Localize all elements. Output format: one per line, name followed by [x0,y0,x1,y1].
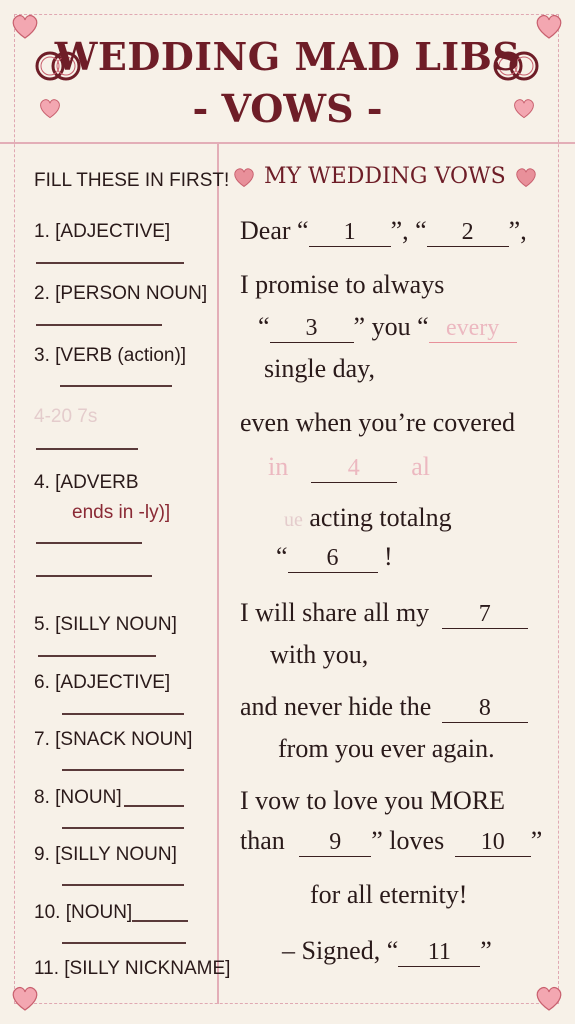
blank-4[interactable]: 4 [311,456,397,483]
blank-3[interactable]: 3 [270,316,354,343]
vow-text: – Signed, “ [282,936,399,965]
heart-icon [232,166,256,188]
answer-line[interactable] [124,805,184,807]
vow-text: al [411,452,430,481]
vow-line: for all eternity! [310,880,468,909]
vow-line [240,692,528,723]
answer-line[interactable] [36,262,184,264]
answer-line[interactable] [62,827,184,829]
list-item: 9. [SILLY NOUN] [34,844,177,865]
vow-line [240,826,542,857]
vow-text: ” loves [371,826,445,855]
answer-line[interactable] [62,769,184,771]
list-item: 3. [VERB (action)] [34,345,187,366]
vow-text: “ [276,542,288,571]
blank-11[interactable]: 11 [398,940,480,967]
list-item: 4. [ADVERB [34,472,139,493]
blank-7[interactable]: 7 [442,602,528,629]
vow-line: single day, [264,354,375,383]
vow-line [258,312,517,343]
vow-line-signed [282,936,492,967]
list-item-continued: ends in -ly)] [72,502,171,523]
answer-line[interactable] [36,324,162,326]
vow-line-dear [240,216,527,247]
vow-line: with you, [270,640,369,669]
left-header: FILL THESE IN FIRST! [34,170,230,191]
answer-line[interactable] [36,575,152,577]
vows-header [232,164,542,189]
answer-line[interactable] [132,920,188,922]
answer-line[interactable] [62,884,184,886]
vow-line [268,452,430,483]
blank-2[interactable]: 2 [427,220,509,247]
page-title: WEDDING MAD LIBS [54,34,521,79]
vow-text: and never hide the [240,692,432,721]
heart-icon [10,984,40,1012]
faded-text: 4-20 7s [34,406,98,427]
vow-text: ” [480,936,492,965]
vow-text: acting totalng [309,503,452,532]
blank-6[interactable]: 6 [288,546,378,573]
vow-text: ! [384,542,393,571]
vow-text: ”, [508,216,527,245]
vow-line [240,598,528,629]
blank-10[interactable]: 10 [455,830,531,857]
vow-text: ” [530,826,543,855]
blank-8[interactable]: 8 [442,696,528,723]
answer-line[interactable] [62,942,186,944]
vow-text: Dear “ [240,216,309,245]
vow-line: from you ever again. [278,734,495,763]
vow-text: ” you “ [353,312,429,341]
vow-text: I will share all my [240,598,430,627]
vow-line: I promise to always [240,270,445,299]
blank-1[interactable]: 1 [309,220,391,247]
heart-icon [514,166,538,188]
vow-text: in [268,452,289,481]
vow-line: even when you’re covered [240,408,516,437]
answer-line[interactable] [36,448,138,450]
answer-line[interactable] [62,713,184,715]
divider [0,142,575,144]
vow-line [276,542,393,573]
answer-line[interactable] [36,542,142,544]
vow-line [284,503,452,533]
vow-text: than [240,826,285,855]
list-item: 2. [PERSON NOUN] [34,283,208,304]
list-item: 10. [NOUN] [34,902,133,923]
list-item: 11. [SILLY NICKNAME] [34,958,231,979]
list-item: 5. [SILLY NOUN] [34,614,177,635]
vow-line: I vow to love you MORE [240,786,506,815]
divider [217,142,219,1004]
list-item: 6. [ADJECTIVE] [34,672,171,693]
blank-every[interactable]: every [429,316,517,343]
vow-text: ”, “ [390,216,427,245]
vow-text: ue [284,509,303,531]
answer-line[interactable] [38,655,156,657]
list-item: 1. [ADJECTIVE] [34,221,171,242]
vows-title: MY WEDDING VOWS [264,164,506,189]
blank-9[interactable]: 9 [299,830,371,857]
answer-line[interactable] [60,385,172,387]
list-item: 7. [SNACK NOUN] [34,729,193,750]
heart-icon [534,984,564,1012]
page-subtitle: - VOWS - [192,86,383,131]
list-item: 8. [NOUN] [34,787,122,808]
vow-text: “ [258,312,270,341]
